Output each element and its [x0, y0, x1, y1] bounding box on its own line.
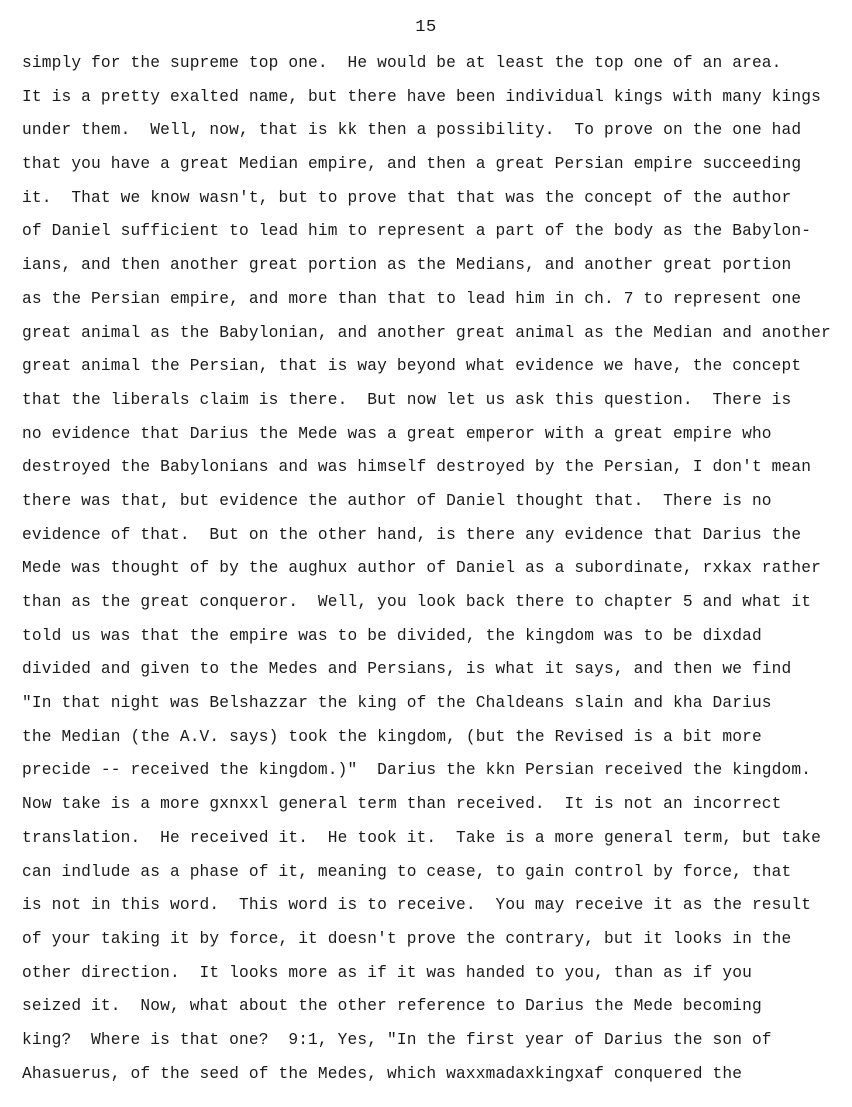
text-line: evidence of that. But on the other hand, is there any evidence that Darius the [22, 525, 802, 544]
text-line: Ahasuerus, of the seed of the Medes, which waxxmadaxkingxaf conquered the [22, 1064, 743, 1083]
text-line: of your taking it by force, it doesn't prove the contrary, but it looks in the [22, 929, 792, 948]
text-line: It is a pretty exalted name, but there have been individual kings with many kings [22, 87, 821, 106]
text-line: under them. Well, now, that is kk then a possibility. To prove on the one had [22, 121, 802, 140]
text-line: Mede was thought of by the aughux author of Daniel as a subordinate, rxkax rather [22, 559, 821, 578]
text-line: destroyed the Babylonians and was himself destroyed by the Persian, I don't mean [22, 458, 812, 477]
text-line: can indlude as a phase of it, meaning to cease, to gain control by force, that [22, 862, 792, 881]
text-line: great animal as the Babylonian, and another great animal as the Median and another [22, 323, 831, 342]
text-line: that you have a great Median empire, and then a great Persian empire succeeding [22, 155, 802, 174]
text-line: that the liberals claim is there. But now let us ask this question. There is [22, 390, 792, 409]
text-line: other direction. It looks more as if it was handed to you, than as if you [22, 963, 752, 982]
text-line: told us was that the empire was to be divided, the kingdom was to be dixdad [22, 626, 762, 645]
text-line: great animal the Persian, that is way beyond what evidence we have, the concept [22, 357, 802, 376]
text-line: no evidence that Darius the Mede was a great emperor with a great empire who [22, 424, 772, 443]
text-line: it. That we know wasn't, but to prove that that was the concept of the author [22, 188, 792, 207]
text-line: precide -- received the kingdom.)" Darius the kkn Persian received the kingdom. [22, 761, 812, 780]
text-line: the Median (the A.V. says) took the kingdom, (but the Revised is a bit more [22, 727, 762, 746]
text-line: ians, and then another great portion as the Medians, and another great portion [22, 256, 792, 275]
text-line: divided and given to the Medes and Persians, is what it says, and then we find [22, 660, 792, 679]
typewritten-body [22, 52, 852, 1096]
text-line: of Daniel sufficient to lead him to represent a part of the body as the Babylon- [22, 222, 812, 241]
text-line: king? Where is that one? 9:1, Yes, "In the first year of Darius the son of [22, 1030, 772, 1049]
text-line: translation. He received it. He took it. Take is a more general term, but take [22, 828, 821, 847]
text-line: simply for the supreme top one. He would be at least the top one of an area. [22, 54, 782, 72]
text-line: there was that, but evidence the author of Daniel thought that. There is no [22, 491, 772, 510]
text-line: as the Persian empire, and more than that to lead him in ch. 7 to represent one [22, 289, 802, 308]
text-line: than as the great conqueror. Well, you look back there to chapter 5 and what it [22, 593, 812, 611]
text-line: is not in this word. This word is to receive. You may receive it as the result [22, 896, 812, 915]
page-number: 15 [415, 18, 437, 37]
text-line: Now take is a more gxnxxl general term than received. It is not an incorrect [22, 795, 782, 814]
text-line: seized it. Now, what about the other reference to Darius the Mede becoming [22, 997, 762, 1016]
text-line: "In that night was Belshazzar the king of the Chaldeans slain and kha Darius [22, 694, 772, 713]
